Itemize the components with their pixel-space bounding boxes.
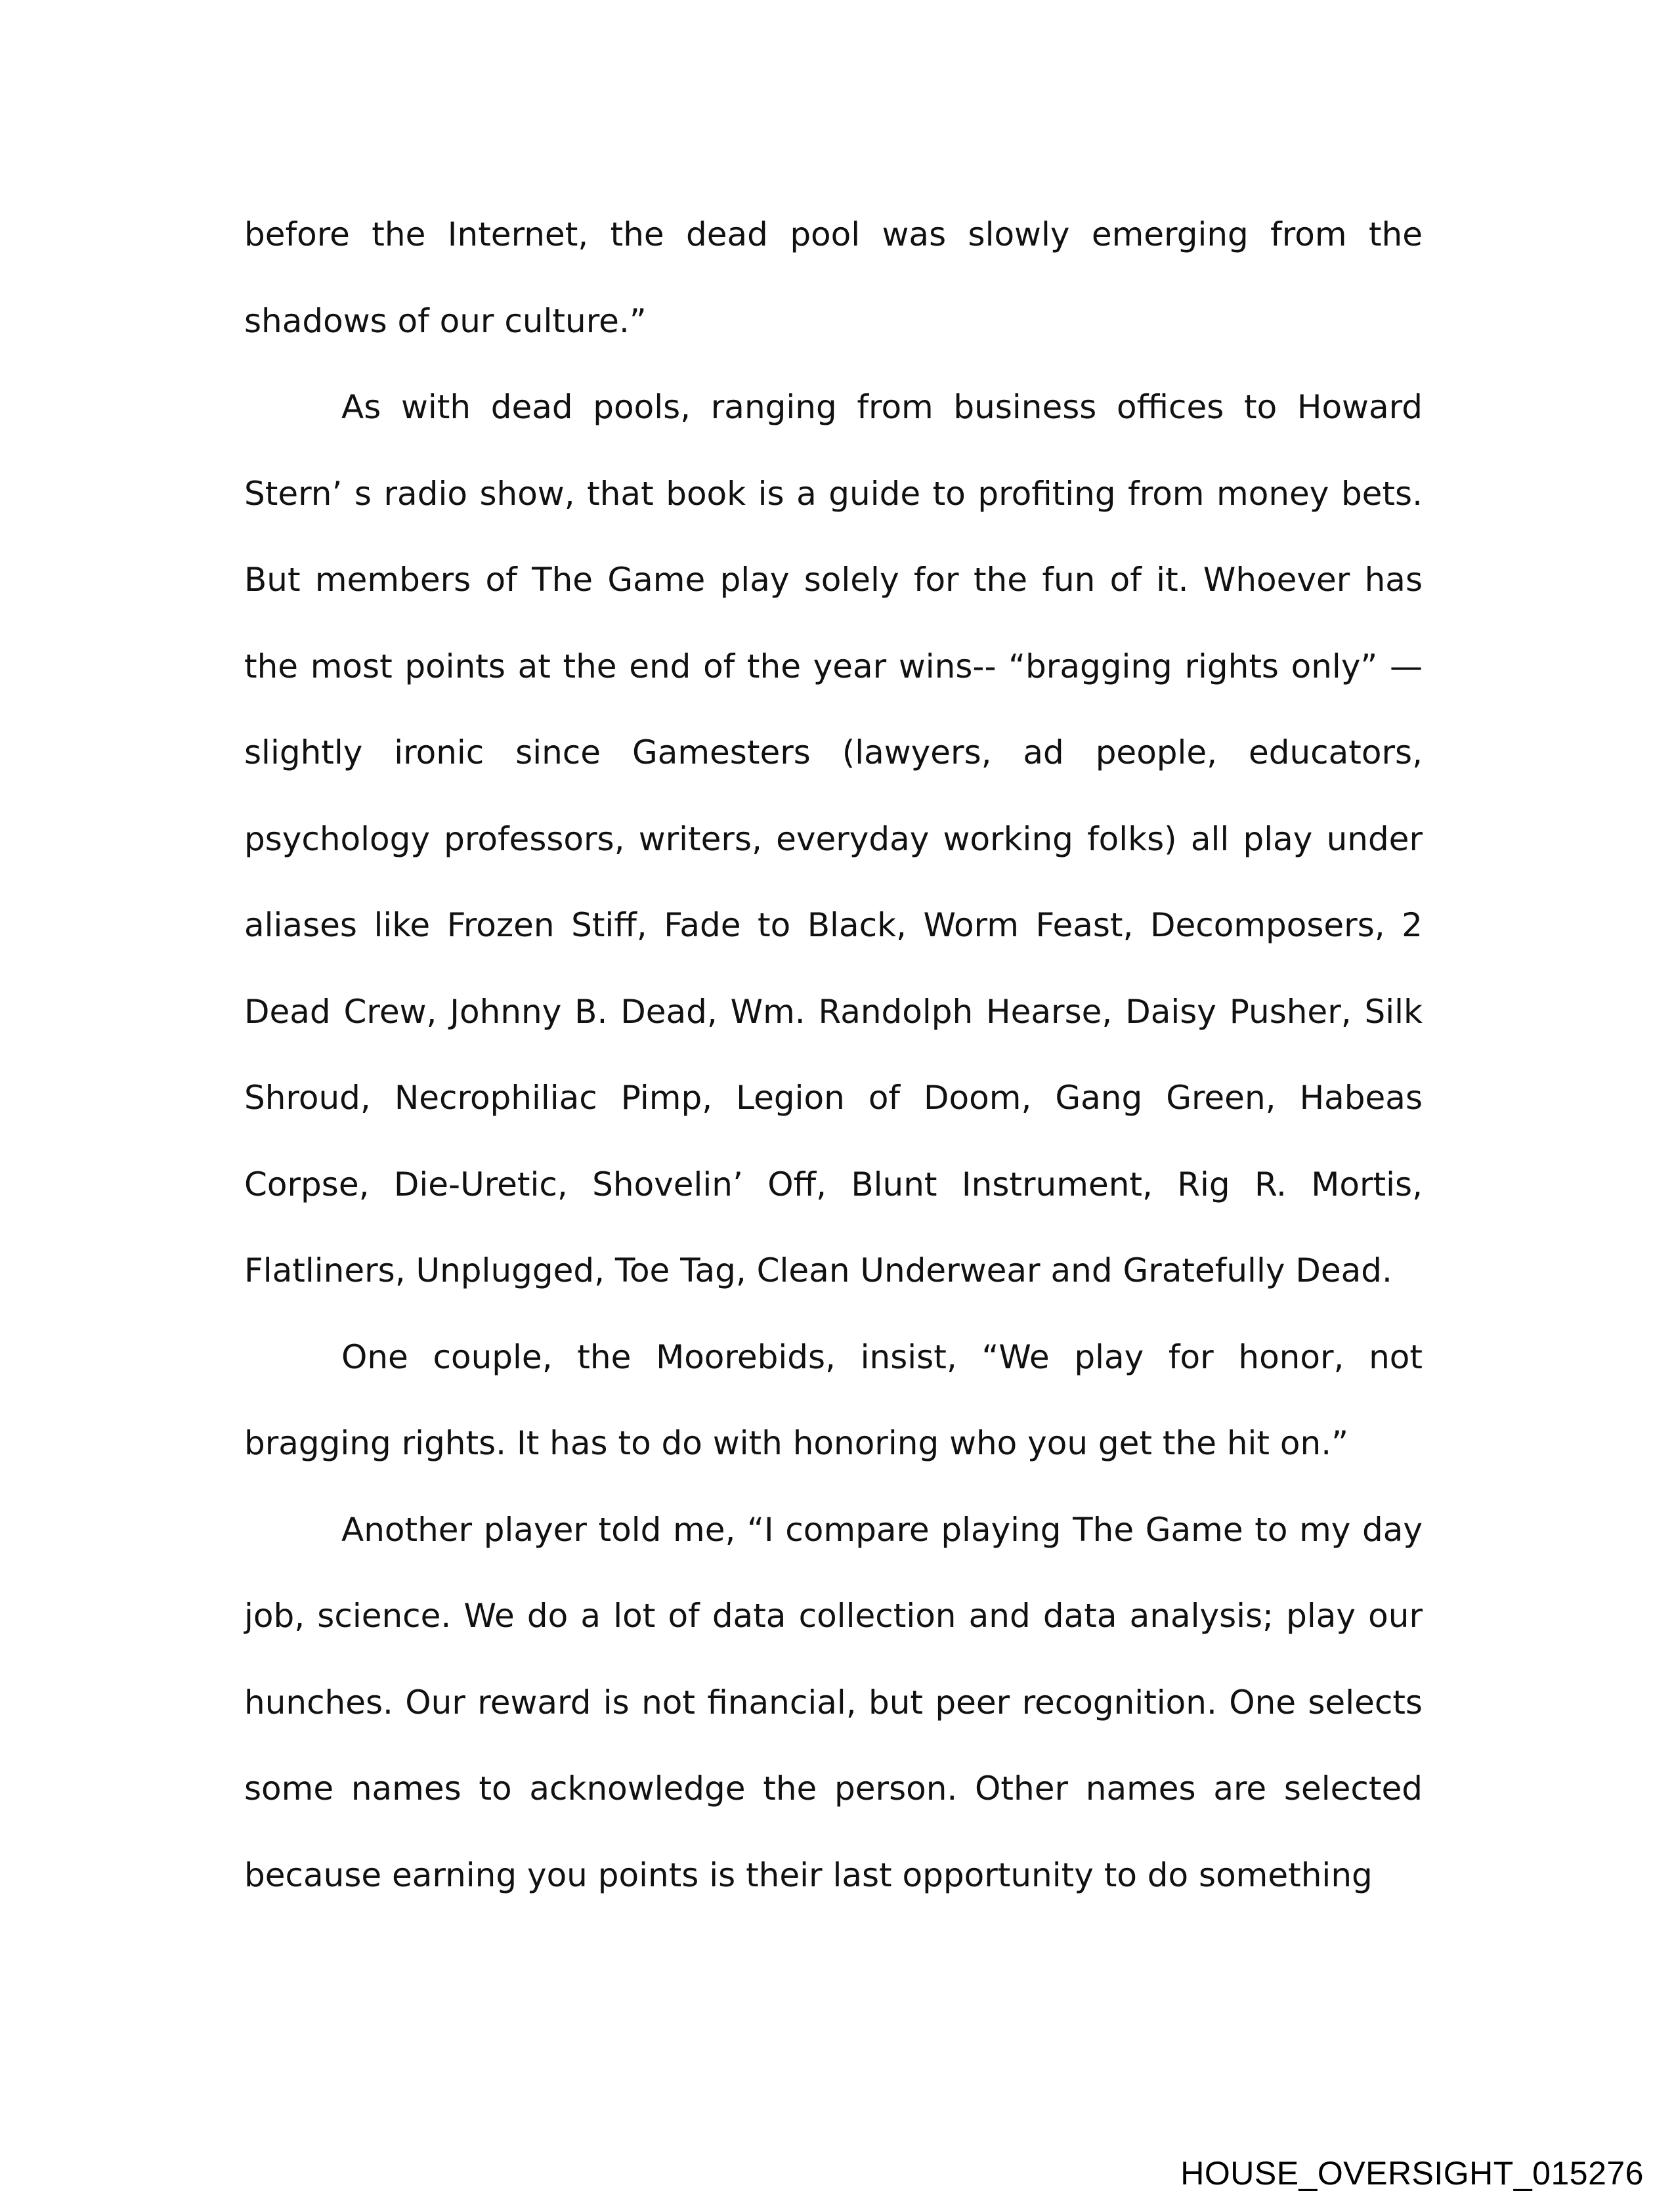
body-text <box>244 192 1423 1919</box>
paragraph-1: before the Internet, the dead pool was slowly emerging from the shadows of our culture.” <box>244 215 1423 340</box>
paragraph-2: As with dead pools, ranging from business offices to Howard Stern’ s radio show, that book is a guide to profiting from money bets. But members of The Game play solely for the fun of it. Whoever has the most points at the end of the year wins-- “bragging rights only” —slightly ironic since Gamesters (lawyers, ad people, educators, psychology professors, writers, everyday working folks) all play under aliases like Frozen Stiff, Fade to Black, Worm Feast, Decomposers, 2 Dead Crew, Johnny B. Dead, Wm. Randolph Hearse, Daisy Pusher, Silk Shroud, Necrophiliac Pimp, Legion of Doom, Gang Green, Habeas Corpse, Die-Uretic, Shovelin’ Off, Blunt Instrument, Rig R. Mortis, Flatliners, Unplugged, Toe Tag, Clean Underwear and Gratefully Dead. <box>244 388 1423 1290</box>
paragraph-4: Another player told me, “I compare playing The Game to my day job, science. We do a lot of data collection and data analysis; play our hunches. Our reward is not financial, but peer recognition. One selects some names to acknowledge the person. Other names are selected because earning you points is their last opportunity to do something <box>244 1510 1423 1894</box>
paragraph-3: One couple, the Moorebids, insist, “We play for honor, not bragging rights. It has to do with honoring who you get the hit on.” <box>244 1337 1423 1462</box>
bates-number: HOUSE_OVERSIGHT_015276 <box>1180 2155 1644 2192</box>
